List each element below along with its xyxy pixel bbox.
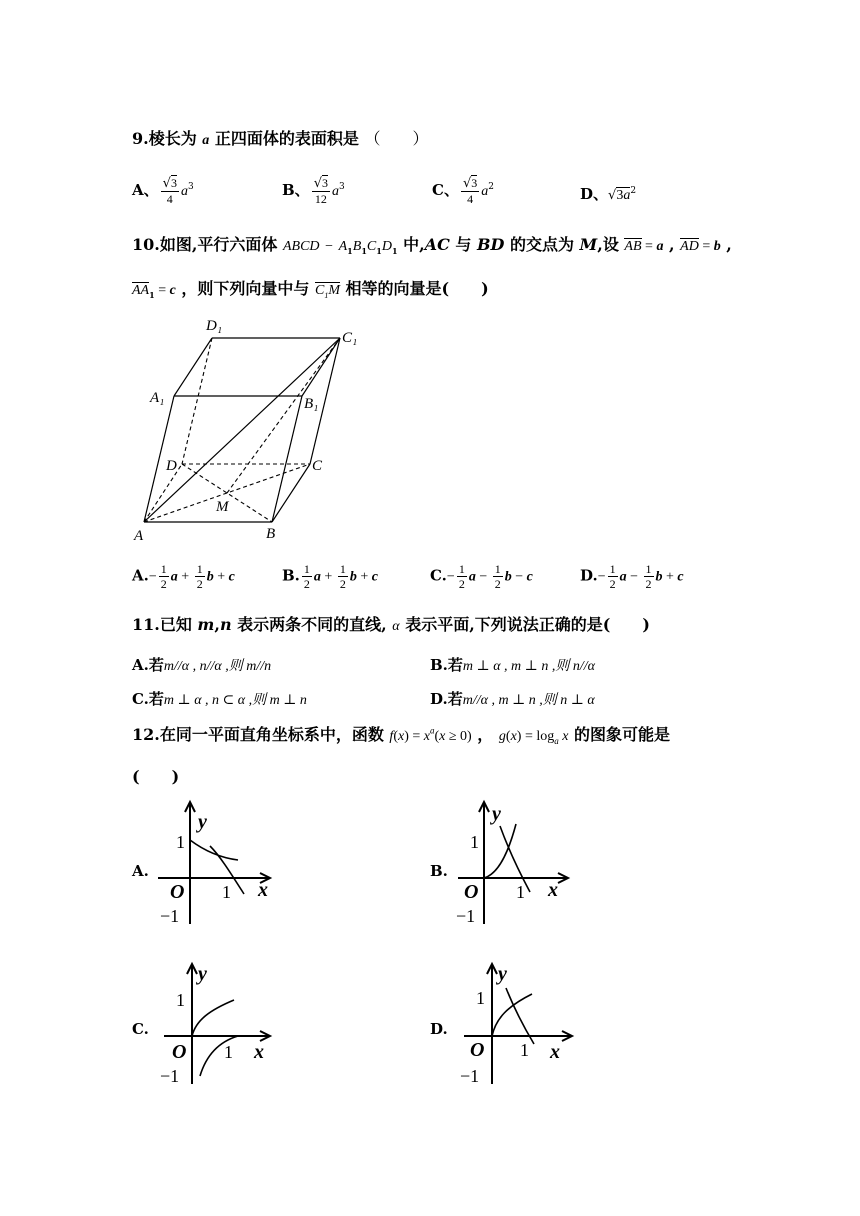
svg-text:O: O (464, 881, 479, 903)
svg-text:O: O (172, 1041, 187, 1063)
label-b1: B₁ (304, 396, 319, 412)
q11-title: 11.已知 m,n 表示两条不同的直线, α 表示平面,下列说法正确的是( ) (132, 615, 650, 634)
q12-line2: ( ) (132, 767, 180, 786)
svg-text:−1: −1 (160, 1066, 180, 1086)
graph-b (450, 796, 580, 928)
svg-text:x: x (254, 1041, 264, 1063)
q11-option-c[interactable]: C.若m ⊥ α , n ⊂ α ,则 m ⊥ n (132, 690, 307, 708)
graph-a (150, 796, 280, 928)
label-c1: C₁ (342, 330, 358, 346)
graph-d (458, 958, 588, 1090)
q12-option-b[interactable]: B. (430, 862, 448, 880)
q12-option-c[interactable]: C. (132, 1020, 149, 1038)
svg-text:O: O (170, 881, 185, 903)
q10-option-d[interactable]: D.− $\frac{1}{2}$ a − $\frac{1}{2}$ b + c (580, 562, 684, 591)
q10-line1: 10.如图,平行六面体 ABCD − $A_1B_1C_1D_1$ 中,AC 与 BD 的交点为 M,设 AB = a , AD = b , (132, 235, 732, 257)
svg-text:y: y (198, 963, 207, 985)
q9-option-a[interactable]: A、 $\frac{√3}{4}$ $a^3$ (132, 176, 194, 206)
parallelepiped-figure (130, 310, 370, 546)
label-a1: A₁ (150, 390, 165, 406)
q11-option-d[interactable]: D.若m//α , m ⊥ n ,则 n ⊥ α (430, 690, 595, 708)
svg-text:x: x (258, 879, 268, 901)
label-d: D (166, 458, 177, 474)
q11-option-b[interactable]: B.若m ⊥ α , m ⊥ n ,则 n//α (430, 656, 595, 674)
svg-text:−1: −1 (456, 906, 476, 926)
svg-text:−1: −1 (460, 1066, 480, 1086)
label-b: B (266, 526, 276, 542)
svg-text:1: 1 (176, 990, 185, 1010)
q10-option-b[interactable]: B. $\frac{1}{2}$ a + $\frac{1}{2}$ b + c (282, 562, 378, 591)
label-d1: D₁ (206, 318, 223, 334)
q9-option-c[interactable]: C、 $\frac{√3}{4}$ $a^2$ (432, 176, 494, 206)
svg-text:O: O (470, 1039, 485, 1061)
svg-text:y: y (198, 811, 207, 833)
svg-text:1: 1 (516, 882, 525, 902)
q9-option-d[interactable]: D、$√3a^2$ (580, 185, 637, 203)
svg-text:1: 1 (520, 1040, 529, 1060)
svg-text:1: 1 (476, 988, 485, 1008)
q12-option-a[interactable]: A. (132, 862, 149, 880)
q9-option-b[interactable]: B、 $\frac{√3}{12}$ $a^3$ (282, 176, 345, 206)
svg-text:x: x (548, 879, 558, 901)
q10-option-a[interactable]: A.− $\frac{1}{2}$ a + $\frac{1}{2}$ b + c (132, 562, 235, 591)
svg-text:y: y (498, 963, 507, 985)
label-c: C (312, 458, 323, 474)
svg-text:1: 1 (176, 832, 185, 852)
q12-line1: 12.在同一平面直角坐标系中，函数 $f(x) = x^a(x \ge 0)$ ， $g(x) = \log_a x$ 的图象可能是 (132, 725, 671, 747)
label-m: M (216, 499, 229, 515)
graph-c (156, 958, 286, 1090)
q11-option-a[interactable]: A.若m//α , n//α ,则 m//n (132, 656, 272, 674)
svg-text:1: 1 (470, 832, 479, 852)
q10-line2: $AA_1 = c$ ，则下列向量中与 $C_1M$ 相等的向量是( ) (132, 279, 489, 301)
svg-text:1: 1 (222, 882, 231, 902)
svg-text:−1: −1 (160, 906, 180, 926)
svg-text:y: y (492, 803, 501, 825)
label-a: A (134, 528, 144, 544)
q12-option-d[interactable]: D. (430, 1020, 448, 1038)
q10-option-c[interactable]: C.− $\frac{1}{2}$ a − $\frac{1}{2}$ b − c (430, 562, 533, 591)
svg-text:x: x (550, 1041, 560, 1063)
svg-text:1: 1 (224, 1042, 233, 1062)
q9-title: 9.棱长为 a 正四面体的表面积是 （ ） (132, 129, 429, 148)
